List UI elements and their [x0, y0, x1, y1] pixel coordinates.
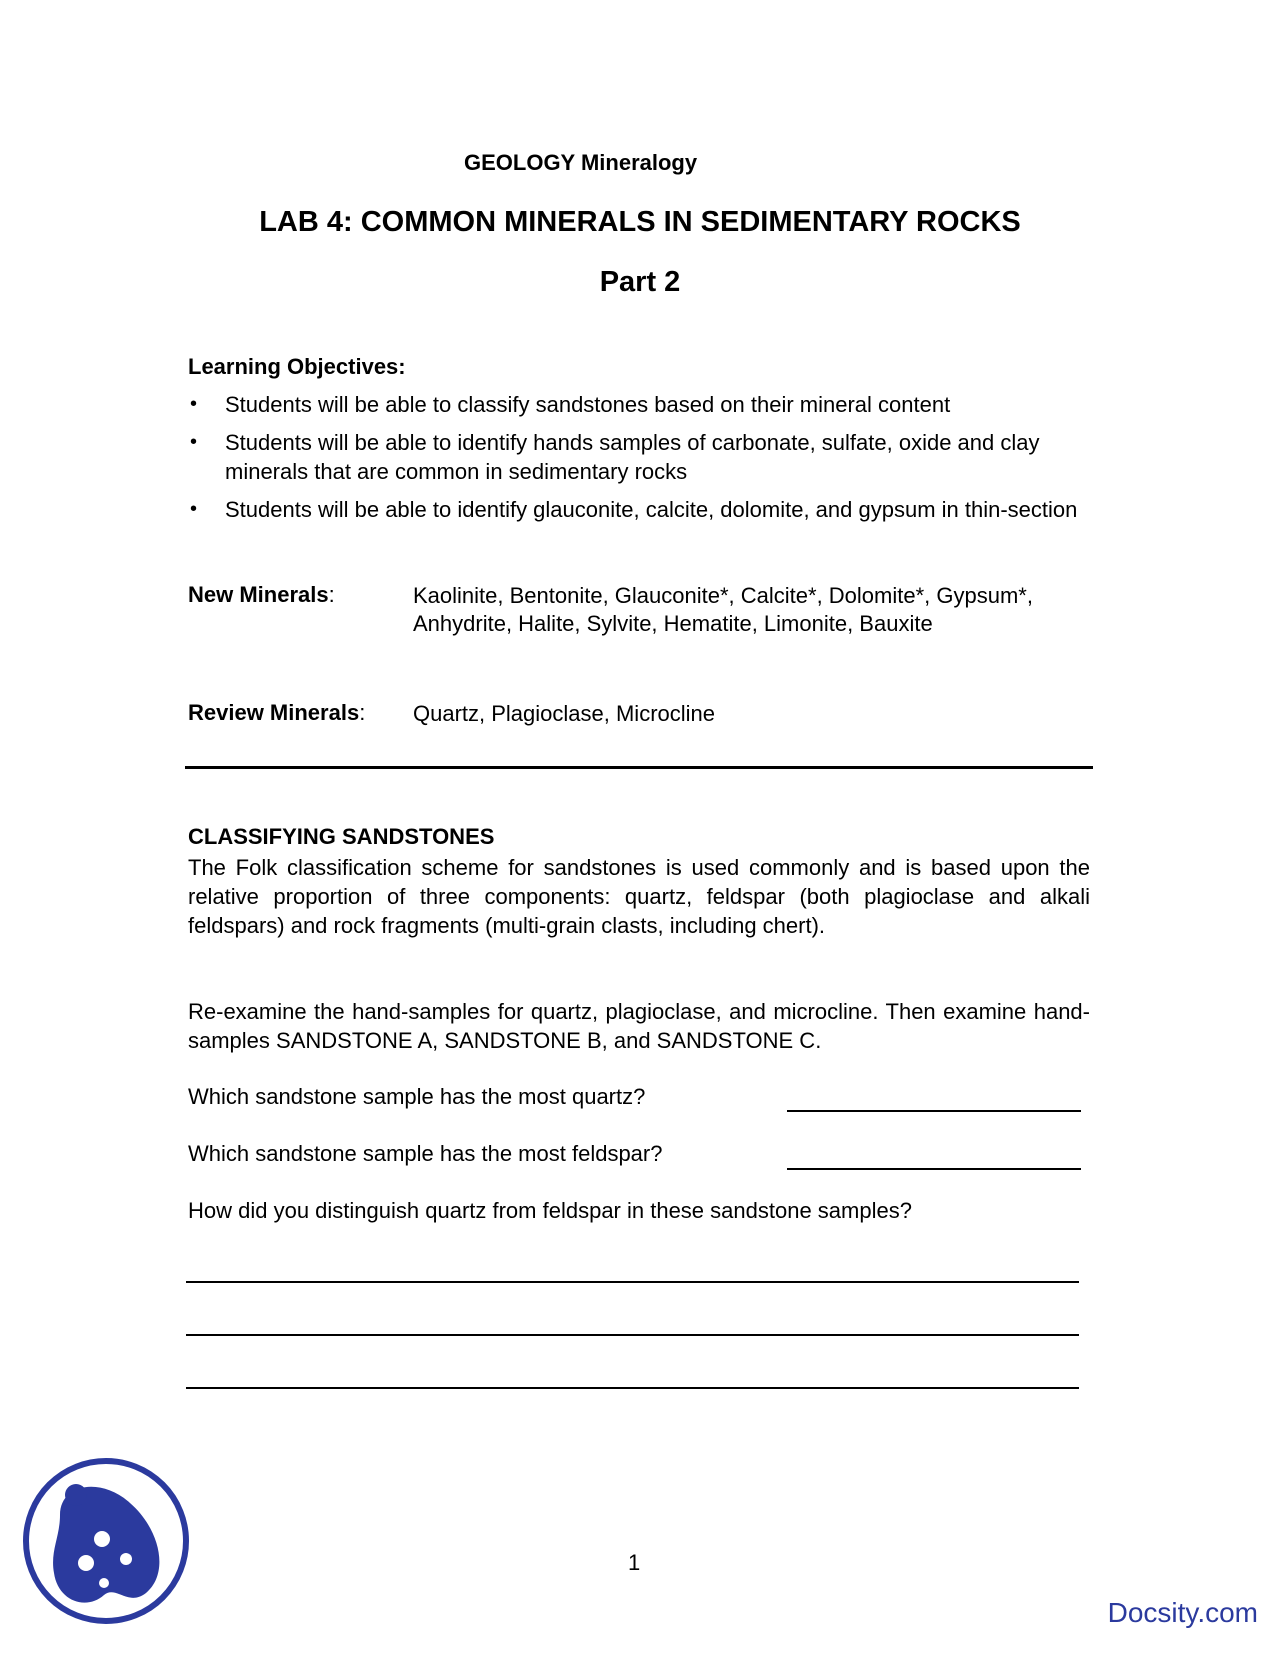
- question-most-feldspar: Which sandstone sample has the most feldspar?: [188, 1141, 663, 1166]
- part-label: Part 2: [599, 266, 681, 298]
- bullet-icon: •: [190, 498, 198, 520]
- folk-paragraph: The Folk classification scheme for sandstones is used commonly and is based upon the relative proportion of three components: quartz, feldspar (both plagioclase and alkali feldspars) and rock fragments (multi-grain clasts, including chert).: [188, 855, 1090, 938]
- section-heading: CLASSIFYING SANDSTONES: [188, 824, 495, 849]
- question-distinguish: How did you distinguish quartz from feldspar in these sandstone samples?: [188, 1198, 912, 1223]
- review-minerals-label-text: Review Minerals: [188, 700, 360, 725]
- new-minerals-value: Kaolinite, Bentonite, Glauconite*, Calcite*, Dolomite*, Gypsum*, Anhydrite, Halite, Sylvite, Hematite, Limonite, Bauxite: [413, 583, 1033, 636]
- list-item: [188, 390, 1088, 419]
- new-minerals-label: [188, 582, 335, 608]
- answer-line-2[interactable]: [186, 1334, 1079, 1336]
- objective-text: Students will be able to classify sandstones based on their mineral content: [225, 392, 951, 417]
- review-minerals-label: [188, 700, 365, 726]
- objective-text: Students will be able to identify hands samples of carbonate, sulfate, oxide and clay minerals that are common in sedimentary rocks: [225, 430, 1040, 484]
- list-item: [188, 495, 1088, 524]
- answer-blank-quartz[interactable]: [787, 1110, 1081, 1112]
- answer-blank-feldspar[interactable]: [787, 1168, 1081, 1170]
- page-title: LAB 4: COMMON MINERALS IN SEDIMENTARY ROCKS: [259, 206, 1021, 238]
- learning-objectives-heading: Learning Objectives:: [188, 354, 406, 379]
- docsity-brand-link[interactable]: Docsity.com: [1107, 1597, 1258, 1628]
- list-item: [188, 428, 1088, 486]
- label-colon: :: [328, 582, 335, 607]
- course-label: GEOLOGY Mineralogy: [464, 150, 698, 175]
- bullet-icon: •: [190, 431, 198, 453]
- objective-text: Students will be able to identify glauconite, calcite, dolomite, and gypsum in thin-section: [225, 497, 1078, 522]
- answer-line-3[interactable]: [186, 1387, 1079, 1389]
- new-minerals-label-text: New Minerals: [188, 582, 329, 607]
- review-minerals-value: Quartz, Plagioclase, Microcline: [413, 701, 716, 726]
- reexamine-paragraph: Re-examine the hand-samples for quartz, plagioclase, and microcline. Then examine hand-samples SANDSTONE A, SANDSTONE B, and SANDSTONE C.: [188, 999, 1090, 1053]
- section-divider: [185, 766, 1093, 769]
- learning-objectives-list: [188, 390, 1088, 533]
- page-number: 1: [628, 1550, 641, 1575]
- bullet-icon: •: [190, 393, 198, 415]
- answer-line-1[interactable]: [186, 1281, 1079, 1283]
- docsity-logo-icon: [20, 1455, 192, 1627]
- question-most-quartz: Which sandstone sample has the most quartz?: [188, 1084, 646, 1109]
- label-colon: :: [359, 700, 366, 725]
